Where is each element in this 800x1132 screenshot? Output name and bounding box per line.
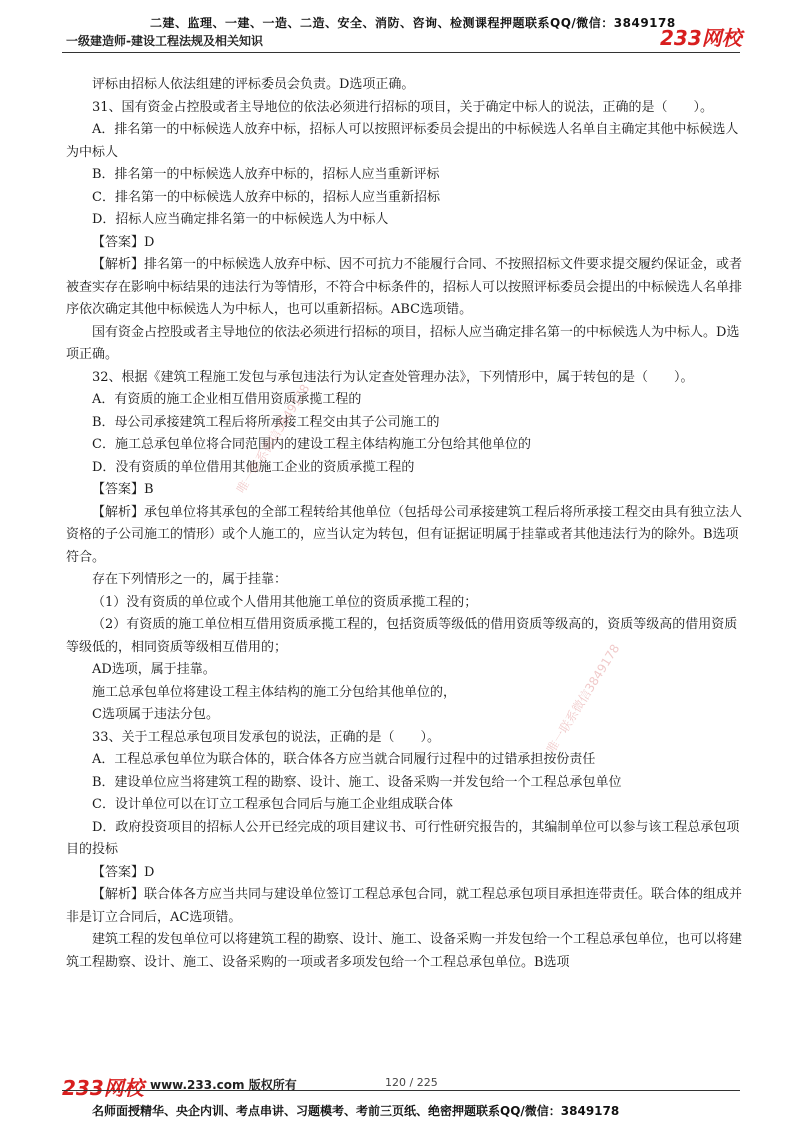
option-b: B．母公司承接建筑工程后将所承接工程交由其子公司施工的 <box>92 414 440 430</box>
paragraph: 评标由招标人依法组建的评标委员会负责。D选项正确。 <box>92 77 415 92</box>
option-b: B．建设单位应当将建筑工程的勘察、设计、施工、设备采购一并发包给一个工程总承包单位 <box>92 774 622 790</box>
paragraph: 施工总承包单位将建设工程主体结构的施工分包给其他单位的， <box>92 684 457 700</box>
option-d: D．没有资质的单位借用其他施工企业的资质承揽工程的 <box>92 459 415 475</box>
watermark: 唯一联系微信3849178 <box>543 641 623 756</box>
question-32: 32、根据《建筑工程施工发包与承包违法行为认定查处管理办法》，下列情形中，属于转包的是（ ）。 <box>92 369 694 385</box>
option-a: A．排名第一的中标候选人放弃中标，招标人可以按照评标委员会提出的中标候选人名单自主确定其他中标候选人为中标人 <box>66 122 739 160</box>
header-divider <box>62 52 740 53</box>
footer-copyright: www.233.com 版权所有 <box>150 1078 297 1092</box>
question-31: 31、国有资金占控股或者主导地位的依法必须进行招标的项目，关于确定中标人的说法，正确的是（ ）。 <box>92 99 714 115</box>
footer-divider <box>62 1090 740 1091</box>
paragraph: （2）有资质的施工单位相互借用资质承揽工程的，包括资质等级低的借用资质等级高的，资质等级高的借用资质等级低的，相同资质等级相互借用的； <box>66 617 738 655</box>
option-a: A．工程总承包单位为联合体的，联合体各方应当就合同履行过程中的过错承担按份责任 <box>92 752 596 767</box>
answer: 【答案】B <box>92 482 154 497</box>
paragraph: 国有资金占控股或者主导地位的依法必须进行招标的项目，招标人应当确定排名第一的中标候选人为中标人。D选项正确。 <box>66 324 740 362</box>
option-a: A．有资质的施工企业相互借用资质承揽工程的 <box>92 392 362 407</box>
paragraph: 建筑工程的发包单位可以将建筑工程的勘察、设计、施工、设备采购一并发包给一个工程总承包单位，也可以将建筑工程勘察、设计、施工、设备采购的一项或者多项发包给一个工程总承包单位。B选项 <box>66 932 743 970</box>
watermark: 唯一联系微信3849178 <box>233 381 313 496</box>
footer-logo: 233网校 <box>62 1076 144 1100</box>
header-logo: 233网校 <box>660 26 742 50</box>
header-promo-text: 二建、监理、一建、一造、二造、安全、消防、咨询、检测课程押题联系QQ/微信：3849178 <box>150 16 676 30</box>
answer: 【答案】D <box>92 864 155 880</box>
answer: 【答案】D <box>92 234 155 250</box>
option-c: C．排名第一的中标候选人放弃中标的，招标人应当重新招标 <box>92 189 440 205</box>
option-d: D．招标人应当确定排名第一的中标候选人为中标人 <box>92 212 389 227</box>
question-33: 33、关于工程总承包项目发承包的说法，正确的是（ ）。 <box>92 729 441 745</box>
paragraph: C选项属于违法分包。 <box>92 707 219 722</box>
option-d: D．政府投资项目的招标人公开已经完成的项目建议书、可行性研究报告的，其编制单位可以参与该工程总承包项目的投标 <box>66 819 740 857</box>
option-c: C．设计单位可以在订立工程承包合同后与施工企业组成联合体 <box>92 797 453 812</box>
option-c: C．施工总承包单位将合同范围内的建设工程主体结构施工分包给其他单位的 <box>92 437 531 452</box>
explanation: 【解析】承包单位将其承包的全部工程转给其他单位（包括母公司承接建筑工程后将所承接工程交由具有独立法人资格的子公司施工的情形）或个人施工的，应当认定为转包，但有证据证明属于挂靠或者其他违法行为的除外。B选项符合。 <box>66 504 743 565</box>
explanation: 【解析】联合体各方应当共同与建设单位签订工程总承包合同，就工程总承包项目承担连带责任。联合体的组成并非是订立合同后，AC选项错。 <box>66 887 743 925</box>
document-subtitle: 一级建造师-建设工程法规及相关知识 <box>66 34 263 48</box>
paragraph: （1）没有资质的单位或个人借用其他施工单位的资质承揽工程的； <box>92 594 478 610</box>
paragraph: AD选项，属于挂靠。 <box>92 662 216 677</box>
page-content <box>66 74 742 974</box>
explanation: 【解析】排名第一的中标候选人放弃中标、因不可抗力不能履行合同、不按照招标文件要求提交履约保证金，或者被查实存在影响中标结果的违法行为等情形，不符合中标条件的，招标人可以按照评标委员会提出的中标候选人名单排序依次确定其他中标候选人为中标人，也可以重新招标。ABC选项错。 <box>66 257 743 317</box>
option-b: B．排名第一的中标候选人放弃中标的，招标人应当重新评标 <box>92 167 440 182</box>
footer-promo-text: 名师面授精华、央企内训、考点串讲、习题模考、考前三页纸、绝密押题联系QQ/微信：3849178 <box>92 1104 620 1118</box>
page-number: 120 / 225 <box>385 1076 438 1089</box>
paragraph: 存在下列情形之一的，属于挂靠： <box>92 572 288 587</box>
